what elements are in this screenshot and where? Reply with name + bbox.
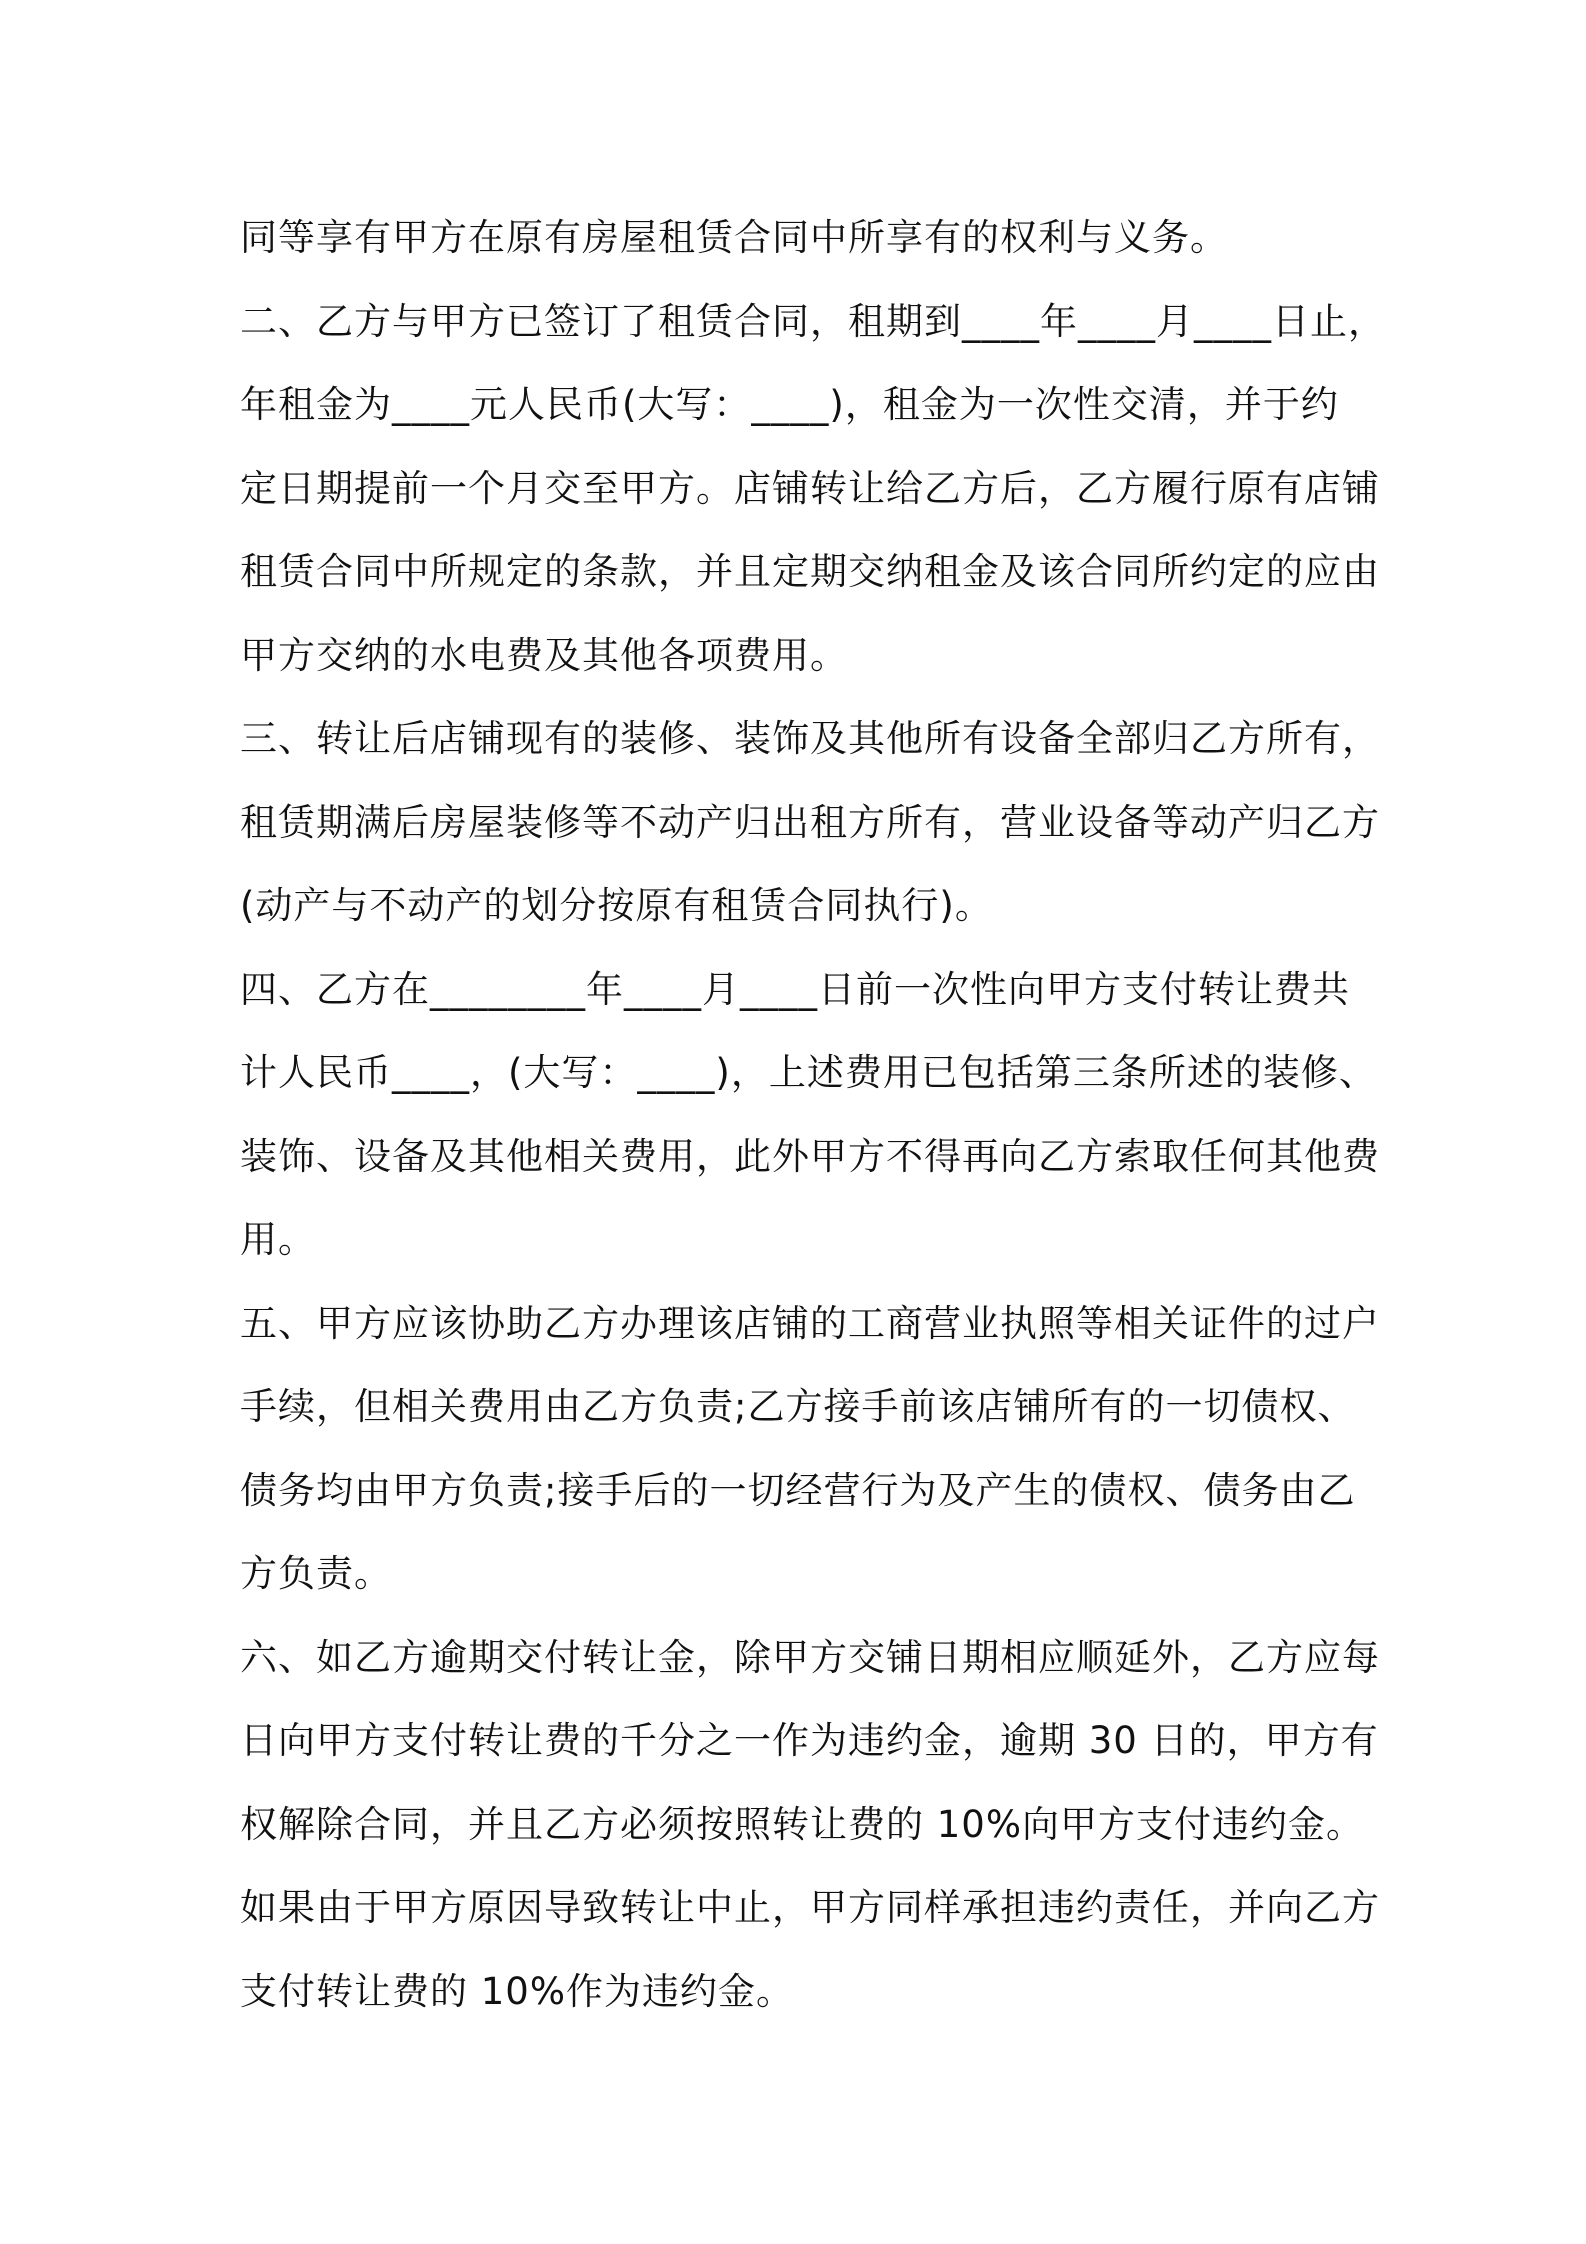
text-line: (动产与不动产的划分按原有租赁合同执行)。	[240, 884, 993, 927]
text-line: 四、乙方在________年____月____日前一次性向甲方支付转让费共	[240, 967, 1350, 1011]
text-line: 装饰、设备及其他相关费用，此外甲方不得再向乙方索取任何其他费	[240, 1134, 1380, 1178]
text-line: 定日期提前一个月交至甲方。店铺转让给乙方后，乙方履行原有店铺	[240, 466, 1380, 510]
text-line: 权解除合同，并且乙方必须按照转让费的 10%向甲方支付违约金。	[240, 1802, 1364, 1846]
text-line: 二、乙方与甲方已签订了租赁合同，租期到____年____月____日止，	[240, 299, 1386, 343]
text-line: 年租金为____元人民币(大写：____)，租金为一次性交清，并于约	[240, 383, 1339, 426]
text-line: 债务均由甲方负责;接手后的一切经营行为及产生的债权、债务由乙	[240, 1468, 1356, 1512]
text-line: 方负责。	[240, 1552, 392, 1595]
text-line: 如果由于甲方原因导致转让中止，甲方同样承担违约责任，并向乙方	[240, 1886, 1380, 1929]
text-line: 租赁期满后房屋装修等不动产归出租方所有，营业设备等动产归乙方	[240, 800, 1380, 844]
text-line: 日向甲方支付转让费的千分之一作为违约金，逾期 30 日的，甲方有	[240, 1719, 1379, 1762]
text-line: 同等享有甲方在原有房屋租赁合同中所享有的权利与义务。	[240, 216, 1228, 259]
text-line: 甲方交纳的水电费及其他各项费用。	[240, 633, 848, 677]
text-line: 五、甲方应该协助乙方办理该店铺的工商营业执照等相关证件的过户	[240, 1301, 1380, 1345]
text-line: 计人民币____，(大写：____)，上述费用已包括第三条所述的装修、	[240, 1051, 1377, 1094]
text-line: 用。	[240, 1218, 316, 1261]
text-line: 支付转让费的 10%作为违约金。	[240, 1969, 794, 2013]
text-line: 六、如乙方逾期交付转让金，除甲方交铺日期相应顺延外，乙方应每	[240, 1635, 1380, 1679]
text-line: 三、转让后店铺现有的装修、装饰及其他所有设备全部归乙方所有，	[240, 717, 1380, 760]
document-body	[240, 196, 1386, 2033]
text-line: 租赁合同中所规定的条款，并且定期交纳租金及该合同所约定的应由	[240, 550, 1380, 593]
text-line: 手续，但相关费用由乙方负责;乙方接手前该店铺所有的一切债权、	[240, 1385, 1356, 1428]
